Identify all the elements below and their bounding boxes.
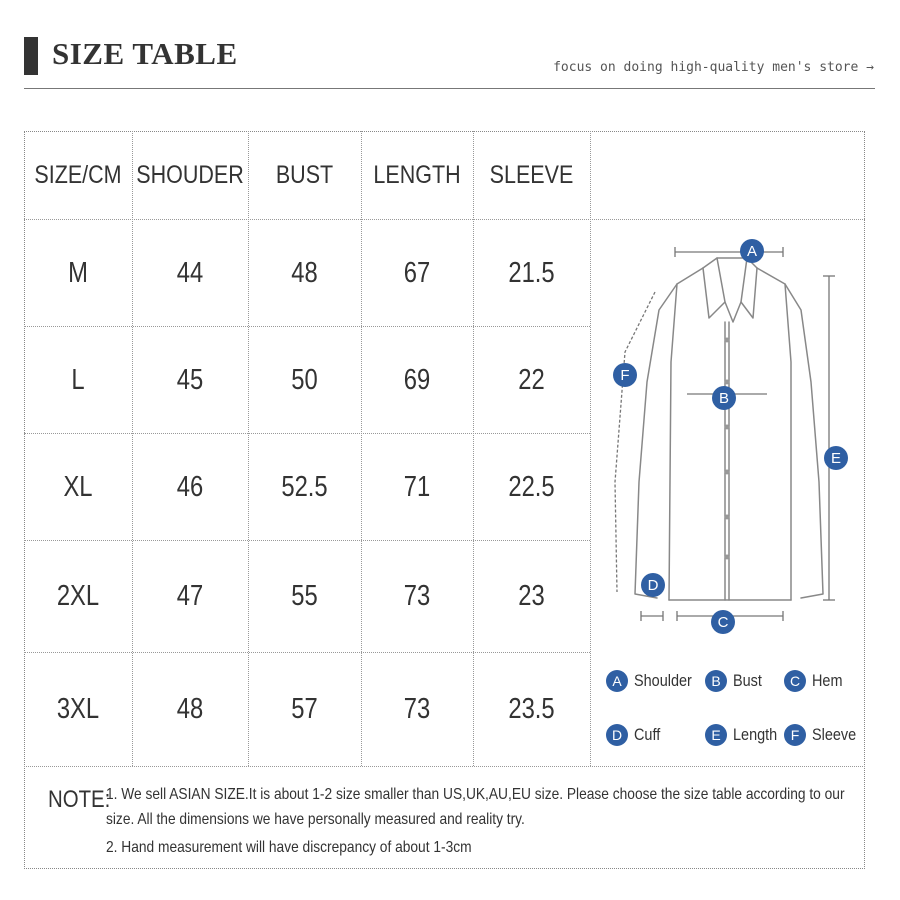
table-cell: 47	[176, 580, 204, 612]
svg-text:D: D	[647, 577, 659, 594]
legend-item-cuff	[606, 724, 665, 746]
svg-text:E: E	[830, 450, 842, 467]
column-divider	[132, 131, 133, 766]
legend-label: Bust	[733, 671, 762, 690]
marker-e	[824, 446, 848, 470]
note-line-3: 2. Hand measurement will have discrepancy of about 1-3cm	[106, 839, 472, 856]
table-cell: M	[68, 256, 88, 289]
legend-label: Sleeve	[812, 725, 857, 744]
marker-a	[740, 239, 764, 263]
marker-f	[613, 363, 637, 387]
table-cell: 23.5	[508, 693, 555, 725]
shirt-outline	[635, 258, 823, 600]
table-cell: 48	[291, 256, 318, 289]
column-header-length: LENGTH	[373, 161, 461, 189]
row-divider	[24, 766, 865, 767]
table-cell: 22.5	[508, 470, 555, 503]
table-cell: 21.5	[508, 256, 555, 289]
svg-text:A: A	[746, 243, 758, 260]
column-divider	[361, 131, 362, 766]
svg-text:F: F	[620, 367, 630, 384]
table-cell: 2XL	[56, 580, 100, 612]
table-cell: 69	[403, 363, 431, 396]
table-cell: 55	[291, 580, 318, 612]
marker-c	[711, 610, 735, 634]
table-cell: XL	[63, 470, 93, 503]
svg-text:B: B	[718, 390, 730, 407]
legend-item-bust	[705, 670, 767, 692]
store-tagline: focus on doing high-quality men's store →	[553, 60, 874, 75]
table-cell: L	[71, 363, 85, 396]
legend-item-shoulder	[606, 670, 702, 692]
table-cell: 23	[518, 580, 545, 612]
legend-label: Hem	[812, 671, 843, 690]
table-cell: 73	[403, 693, 431, 725]
note-label: NOTE:	[48, 786, 111, 813]
legend-item-hem	[784, 670, 848, 692]
legend-badge: B	[705, 670, 727, 692]
table-cell: 44	[176, 256, 204, 289]
table-cell: 22	[518, 363, 545, 396]
column-divider	[473, 131, 474, 766]
legend-item-length	[705, 724, 785, 746]
legend-badge: D	[606, 724, 628, 746]
table-cell: 73	[403, 580, 431, 612]
legend-badge: E	[705, 724, 727, 746]
marker-b	[712, 386, 736, 410]
table-cell: 50	[291, 363, 318, 396]
legend-label: Cuff	[634, 725, 661, 744]
table-cell: 71	[403, 470, 431, 503]
legend-item-sleeve	[784, 724, 864, 746]
column-header-sleeve: SLEEVE	[489, 161, 574, 189]
title-marker	[24, 37, 38, 75]
column-divider	[248, 131, 249, 766]
svg-text:C: C	[717, 614, 729, 631]
legend-label: Shoulder	[634, 671, 692, 690]
column-header-bust: BUST	[275, 161, 334, 189]
column-header-size: SIZE/CM	[34, 161, 122, 189]
legend-badge: F	[784, 724, 806, 746]
table-cell: 52.5	[281, 470, 328, 503]
table-cell: 45	[176, 363, 204, 396]
legend-badge: A	[606, 670, 628, 692]
table-cell: 3XL	[56, 693, 100, 725]
table-cell: 57	[291, 693, 318, 725]
note-line-2: size. All the dimensions we have personally measured and reality try.	[106, 811, 525, 828]
legend-label: Length	[733, 725, 778, 744]
shirt-measurement-diagram	[597, 222, 863, 642]
table-cell: 67	[403, 256, 431, 289]
table-cell: 48	[176, 693, 204, 725]
table-cell: 46	[176, 470, 204, 503]
legend-badge: C	[784, 670, 806, 692]
marker-d	[641, 573, 665, 597]
page-title: SIZE TABLE	[52, 36, 238, 71]
column-divider	[590, 131, 591, 766]
column-header-shoulder: SHOUDER	[136, 161, 244, 189]
header-divider	[24, 88, 875, 89]
note-line-1: 1. We sell ASIAN SIZE.It is about 1-2 size smaller than US,UK,AU,EU size. Please choose the size table according to our	[106, 786, 845, 803]
